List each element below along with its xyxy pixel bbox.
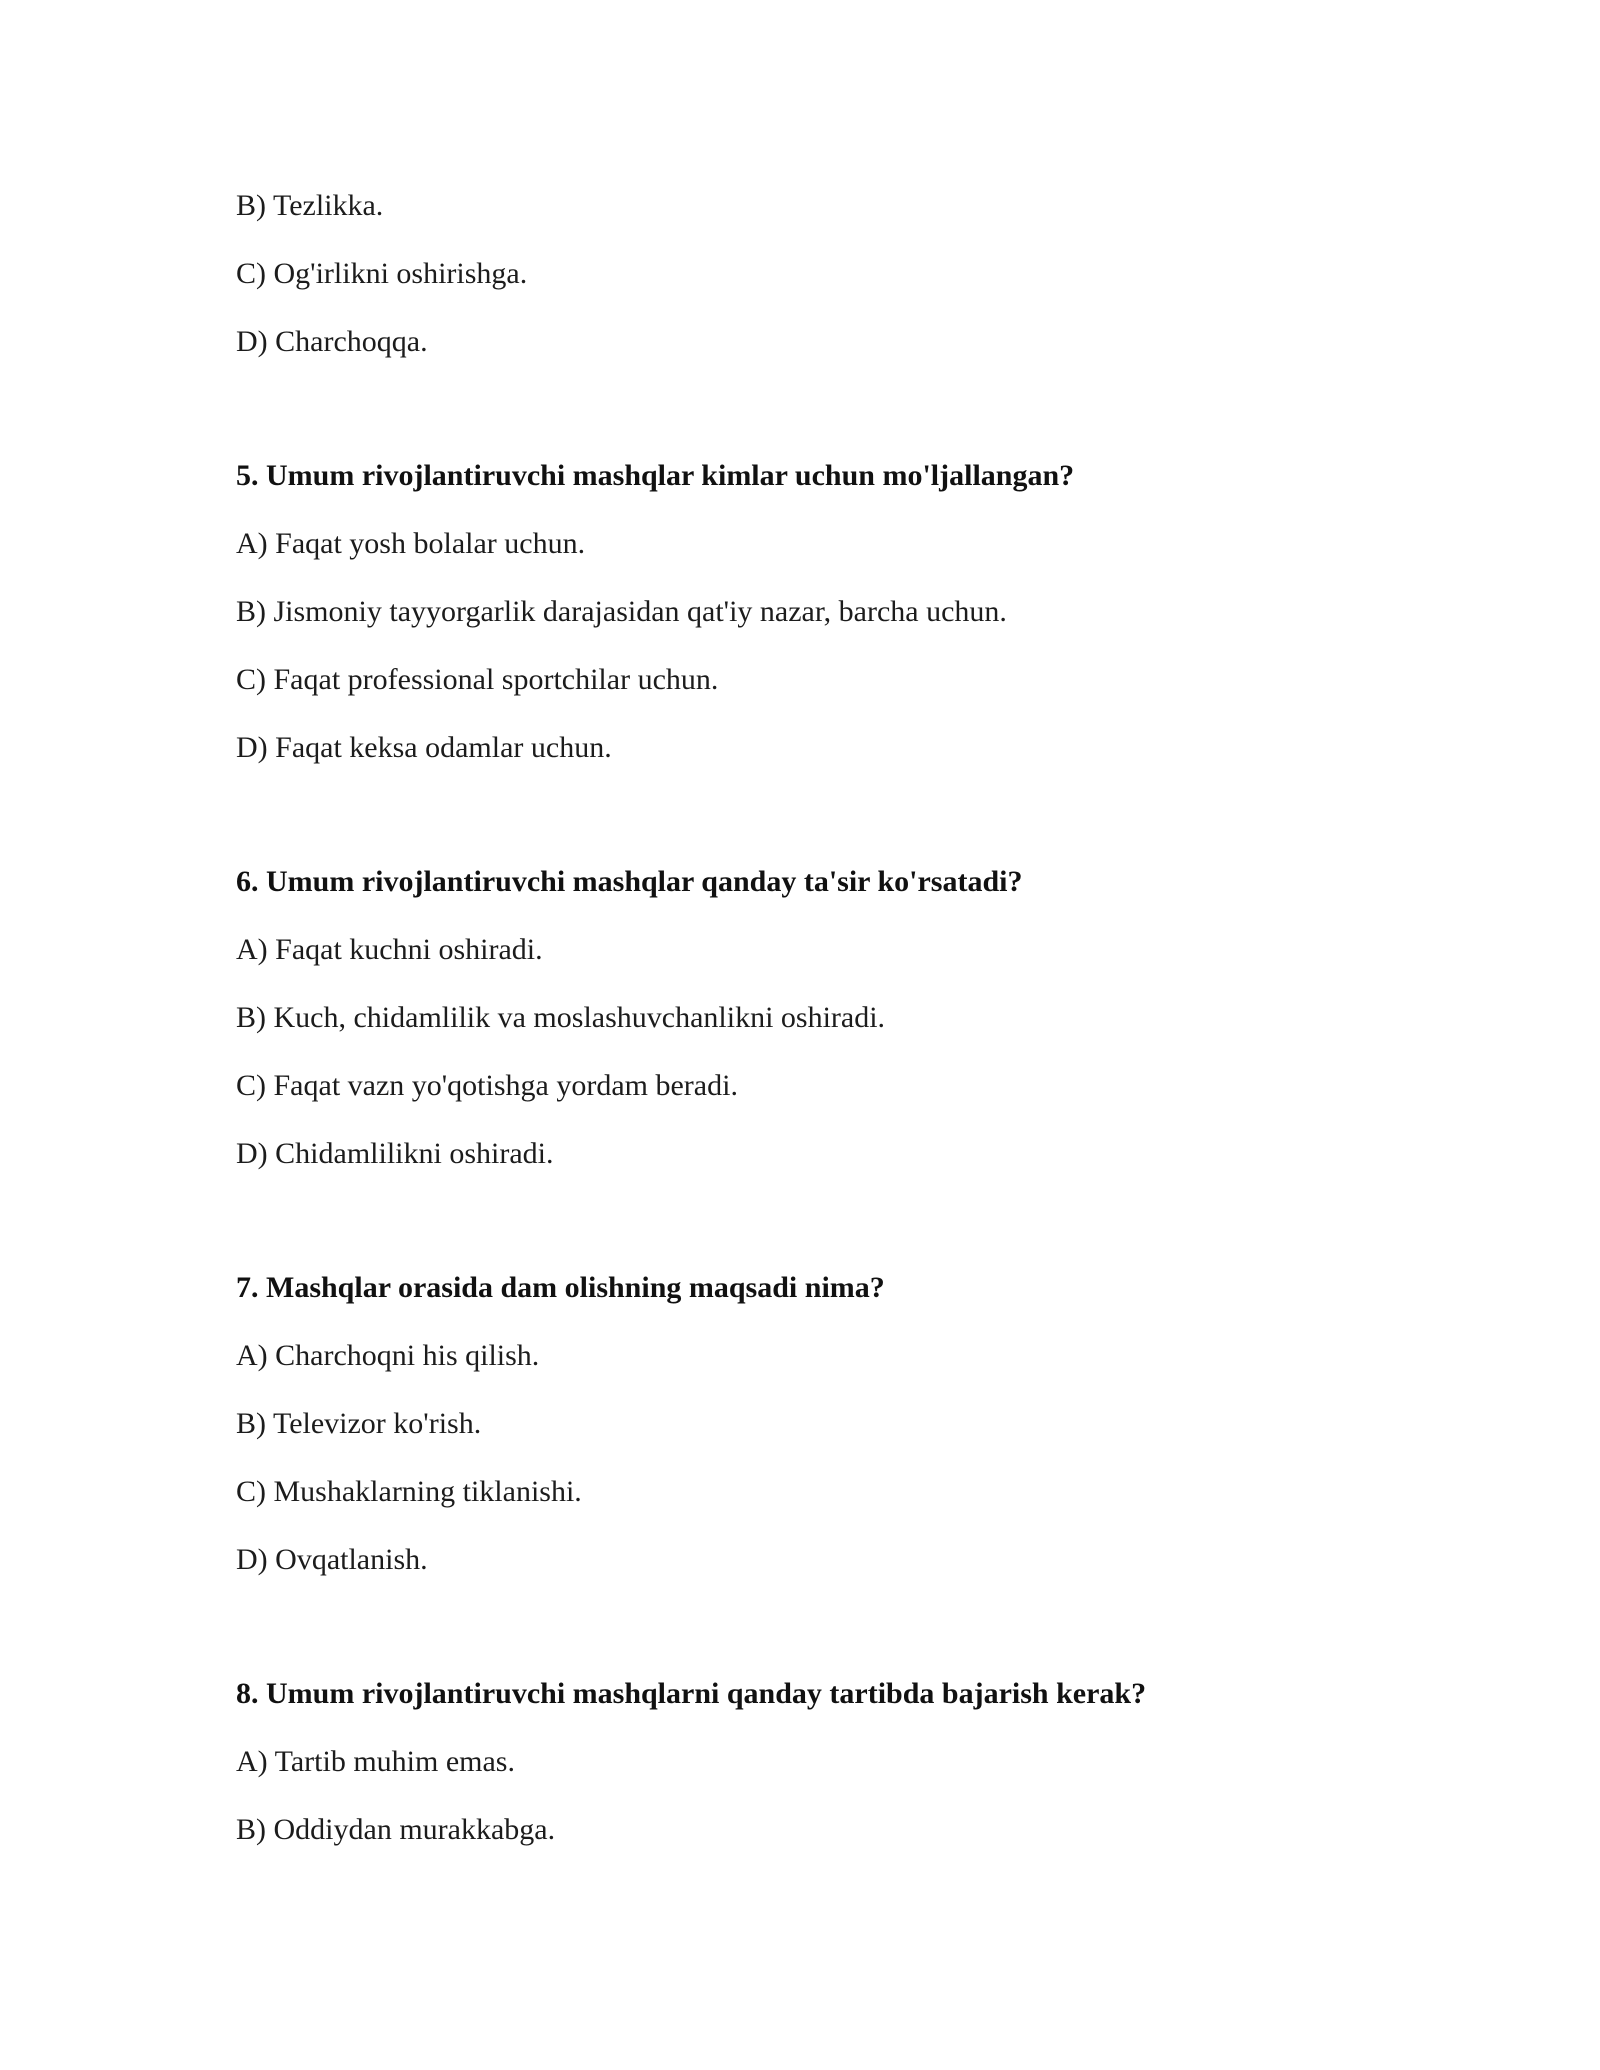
- question-title: 7. Mashqlar orasida dam olishning maqsadi nima?: [236, 1271, 885, 1304]
- answer-option: D) Charchoqqa.: [236, 325, 428, 358]
- answer-option: B) Kuch, chidamlilik va moslashuvchanlikni oshiradi.: [236, 1001, 886, 1034]
- question-title: 5. Umum rivojlantiruvchi mashqlar kimlar uchun mo'ljallangan?: [236, 459, 1075, 492]
- answer-option: A) Faqat yosh bolalar uchun.: [236, 527, 586, 560]
- answer-option: C) Faqat vazn yo'qotishga yordam beradi.: [236, 1069, 738, 1102]
- answer-option: B) Oddiydan murakkabga.: [236, 1813, 556, 1846]
- answer-option: D) Chidamlilikni oshiradi.: [236, 1137, 554, 1170]
- answer-option: A) Faqat kuchni oshiradi.: [236, 933, 543, 966]
- question-title: 8. Umum rivojlantiruvchi mashqlarni qanday tartibda bajarish kerak?: [236, 1677, 1147, 1710]
- answer-option: C) Mushaklarning tiklanishi.: [236, 1475, 582, 1508]
- spacer: [236, 1608, 1436, 1674]
- question-title: 6. Umum rivojlantiruvchi mashqlar qanday ta'sir ko'rsatadi?: [236, 865, 1023, 898]
- spacer: [236, 390, 1436, 456]
- answer-option: C) Faqat professional sportchilar uchun.: [236, 663, 719, 696]
- answer-option: D) Ovqatlanish.: [236, 1543, 428, 1576]
- answer-option: A) Charchoqni his qilish.: [236, 1339, 540, 1372]
- answer-option: C) Og'irlikni oshirishga.: [236, 257, 528, 290]
- spacer: [236, 796, 1436, 862]
- answer-option: B) Televizor ko'rish.: [236, 1407, 482, 1440]
- answer-option: A) Tartib muhim emas.: [236, 1745, 515, 1778]
- answer-option: D) Faqat keksa odamlar uchun.: [236, 731, 612, 764]
- quiz-content: [236, 186, 1436, 1878]
- answer-option: B) Jismoniy tayyorgarlik darajasidan qat'iy nazar, barcha uchun.: [236, 595, 1007, 628]
- spacer: [236, 1202, 1436, 1268]
- answer-option: B) Tezlikka.: [236, 189, 384, 222]
